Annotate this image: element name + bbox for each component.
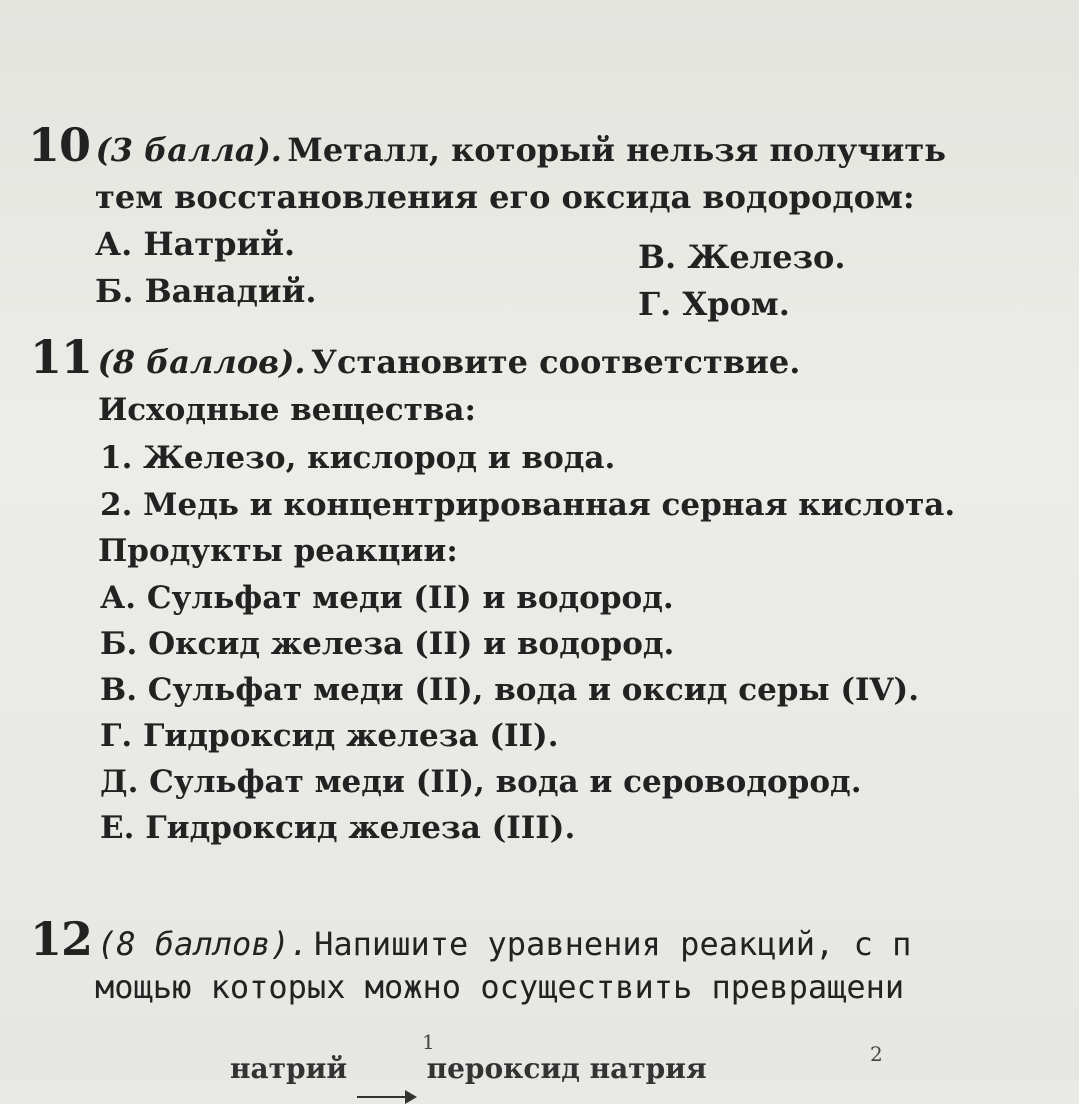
answer-option-g: Г. Хром. — [638, 285, 790, 323]
question-text: Установите соответствие. — [311, 343, 801, 381]
product-item: В. Сульфат меди (II), вода и оксид серы (IV). — [100, 672, 920, 708]
question-points: (8 баллов). — [97, 925, 310, 963]
question-number: 12 — [30, 912, 93, 966]
source-item: 2. Медь и концентрированная серная кислота. — [100, 487, 956, 523]
product-item: А. Сульфат меди (II) и водород. — [100, 580, 674, 616]
chain-substance: пероксид натрия — [426, 1052, 707, 1085]
question-points: (8 баллов). — [97, 343, 306, 381]
question-11-header — [30, 330, 800, 384]
step-number: 2 — [870, 1042, 883, 1066]
answer-option-a: А. Натрий. — [95, 225, 296, 263]
question-text: Металл, который нельзя получить — [287, 131, 946, 169]
answer-option-v: В. Железо. — [638, 238, 846, 276]
product-item: Е. Гидроксид железа (III). — [100, 810, 576, 846]
step-number: 1 — [422, 1030, 435, 1054]
answer-option-b: Б. Ванадий. — [95, 272, 317, 310]
question-10-header — [28, 118, 946, 172]
question-points: (3 балла). — [95, 131, 282, 169]
transformation-chain — [230, 1052, 707, 1085]
question-12-header — [30, 912, 911, 966]
product-item: Г. Гидроксид железа (II). — [100, 718, 559, 754]
product-item: Б. Оксид железа (II) и водород. — [100, 626, 675, 662]
products-title: Продукты реакции: — [98, 533, 458, 569]
product-item: Д. Сульфат меди (II), вода и сероводород. — [100, 764, 862, 800]
question-10-text-continued: тем восстановления его оксида водородом: — [95, 178, 915, 216]
chain-substance: натрий — [230, 1052, 348, 1085]
question-number: 10 — [28, 118, 91, 172]
question-number: 11 — [30, 330, 93, 384]
question-12-text-continued: мощью которых можно осуществить превращени — [95, 968, 905, 1006]
sources-title: Исходные вещества: — [98, 392, 476, 428]
source-item: 1. Железо, кислород и вода. — [100, 440, 616, 476]
question-text: Напишите уравнения реакций, с п — [314, 925, 912, 963]
